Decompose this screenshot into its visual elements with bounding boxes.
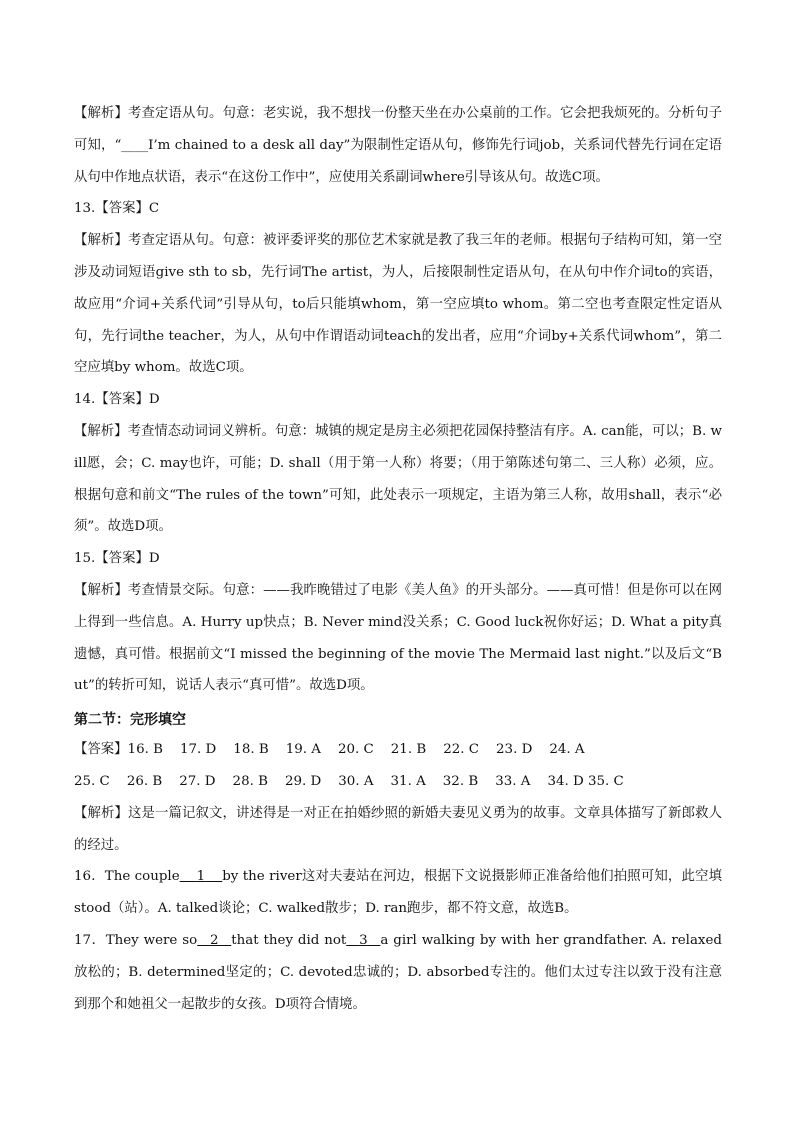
question-16: [74, 861, 722, 925]
q17-prefix: 17．They were so: [74, 932, 198, 948]
q17-blank-2: 2: [209, 932, 219, 948]
question-17: [74, 925, 722, 1020]
analysis-intro: 【解析】这是一篇记叙文，讲述得是一对正在拍婚纱照的新婚夫妻见义勇为的故事。文章具体描写了新郎救人的经过。: [74, 805, 722, 853]
q17-rest: a girl walking by with her grandfather. A. relaxed放松的；B. determined坚定的；C. devoted忠诚的；D. absorbed专注的。他们太过专注以致于没有注意到那个和她祖父一起散步的女孩。D项符合情境。: [74, 932, 722, 1012]
paragraph-analysis-13: 【解析】考查定语从句。句意：被评委评奖的那位艺术家就是教了我三年的老师。根据句子结构可知，第一空涉及动词短语give sth to sb，先行词The artist，为人，后接限制性定语从句，在从句中作介词to的宾语，故应用“介词+关系代词”引导从句，to后只能填whom，第一空应填to whom。第二空也考查限定性定语从句，先行词the teacher，为人，从句中作谓语动词teach的发出者，应用“介词by+关系代词whom”，第二空应填by whom。故选C项。: [74, 233, 722, 376]
paragraph-analysis-15: 【解析】考查情景交际。句意：——我昨晚错过了电影《美人鱼》的开头部分。——真可惜！但是你可以在网上得到一些信息。A. Hurry up快点；B. Never mind没关系；C. Good luck祝你好运；D. What a pity真遗憾，真可惜。根据前文“I missed the beginning of the movie The Mermaid last night.”以及后文“But”的转折可知，说话人表示“真可惜”。故选D项。: [74, 582, 722, 694]
document-page: [74, 98, 722, 1020]
answers-line-2: 25. C 26. B 27. D 28. B 29. D 30. A 31. A 32. B 33. A 34. D 35. C: [74, 773, 624, 789]
answer-14: 14.【答案】D: [74, 392, 160, 408]
q17-mid: that they did not: [231, 932, 347, 948]
answer-15: 15.【答案】D: [74, 551, 160, 567]
paragraph-analysis-12: 【解析】考查定语从句。句意：老实说，我不想找一份整天坐在办公桌前的工作。它会把我烦死的。分析句子可知，“____I’m chained to a desk all day”为限制性定语从句，修饰先行词job，关系词代替先行词在定语从句中作地点状语，表示“在这份工作中”，应使用关系副词where引导该从句。故选C项。: [74, 106, 722, 185]
paragraph-analysis-14: 【解析】考查情态动词词义辨析。句意：城镇的规定是房主必须把花园保持整洁有序。A. can能，可以；B. will愿，会；C. may也许，可能；D. shall（用于第一人称）将要；（用于第陈述句第二、三人称）必须，应。根据句意和前文“The rules of the town”可知，此处表示一项规定，主语为第三人称，故用shall，表示“必须”。故选D项。: [74, 423, 722, 535]
answer-13: 13.【答案】C: [74, 201, 160, 217]
q16-rest: by the river这对夫妻站在河边，根据下文说摄影师正准备给他们拍照可知，此空填stood（站）。A. talked谈论；C. walked散步；D. ran跑步，都不符文意，故选B。: [74, 869, 722, 917]
answers-line-1: 【答案】16. B 17. D 18. B 19. A 20. C 21. B 22. C 23. D 24. A: [74, 742, 585, 758]
q17-blank-3: 3: [359, 932, 368, 948]
q16-prefix: 16．The couple: [74, 869, 180, 885]
q16-blank: 1: [196, 869, 206, 885]
section-heading: 第二节：完形填空: [74, 712, 186, 729]
